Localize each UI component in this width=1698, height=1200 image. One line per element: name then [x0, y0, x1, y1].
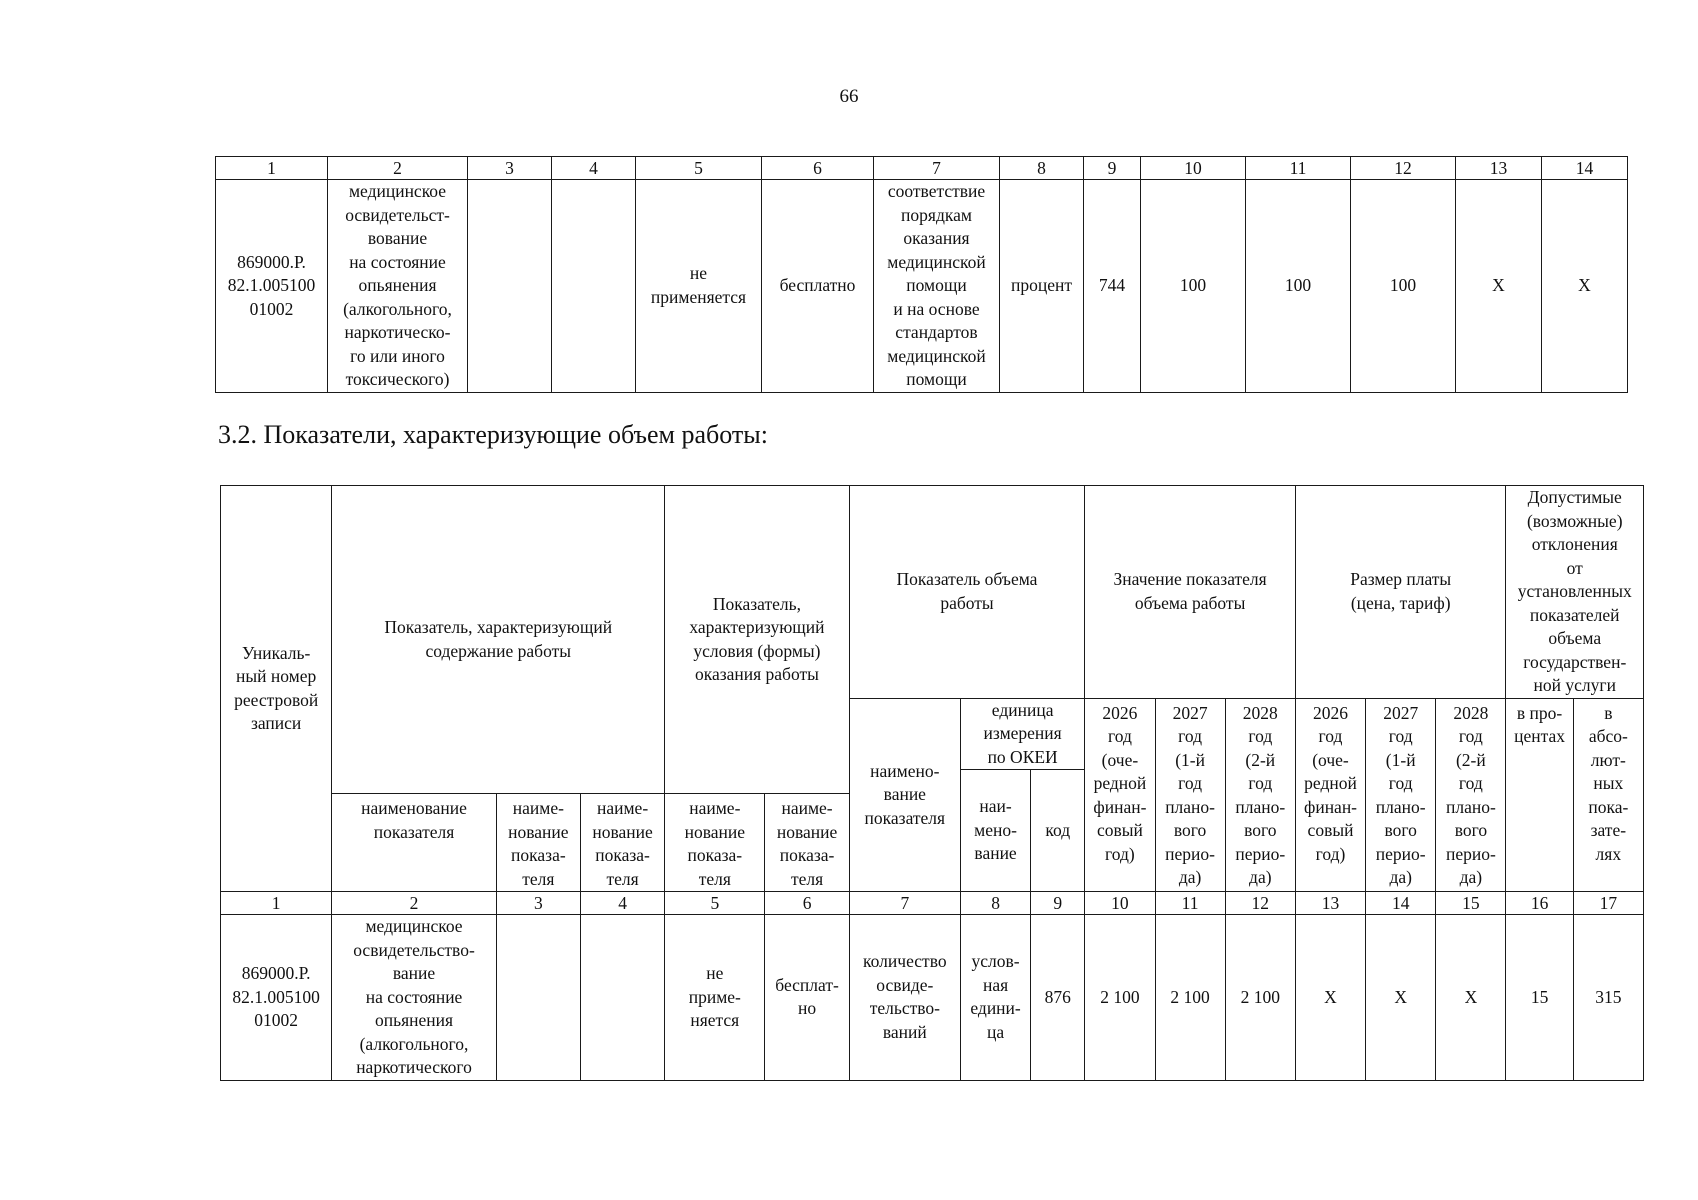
fee-year-2026-header: 2026 год (оче- редной финан- совый год)	[1295, 698, 1365, 892]
value-group-header: Значение показателя объема работы	[1085, 486, 1296, 699]
column-number: 11	[1246, 157, 1351, 180]
column-number: 7	[849, 892, 960, 915]
condition-cell: бесплат- но	[765, 915, 849, 1081]
year-2027-header: 2027 год (1-й год плано- вого перио- да)	[1155, 698, 1225, 892]
column-number: 9	[1031, 892, 1085, 915]
quality-indicators-table	[215, 156, 1628, 393]
in-absolute-header: в абсо- лют- ных пока- зате- лях	[1573, 698, 1643, 892]
deviation-cell: Х	[1456, 180, 1542, 393]
section-heading: 3.2. Показатели, характеризующие объем работы:	[218, 420, 768, 449]
column-number-row	[216, 157, 1628, 180]
content-indicator-cell	[468, 180, 552, 393]
column-number: 5	[665, 892, 765, 915]
column-number-row	[221, 892, 1644, 915]
column-number: 6	[762, 157, 874, 180]
column-number: 10	[1141, 157, 1246, 180]
column-number: 13	[1295, 892, 1365, 915]
column-number: 8	[960, 892, 1030, 915]
unit-group-header: единица измерения по ОКЕИ	[960, 698, 1084, 770]
column-number: 4	[580, 892, 664, 915]
in-percent-header: в про- центах	[1506, 698, 1573, 892]
page-number: 66	[839, 86, 859, 107]
year-2028-header: 2028 год (2-й год плано- вого перио- да)	[1225, 698, 1295, 892]
column-number: 6	[765, 892, 849, 915]
fee-cell: Х	[1436, 915, 1506, 1081]
fee-group-header: Размер платы (цена, тариф)	[1295, 486, 1506, 699]
unit-name-header: наи- мено- вание	[960, 770, 1030, 892]
content-indicator-cell	[552, 180, 636, 393]
quality-indicator-cell: соответствие порядкам оказания медицинской помощи и на основе стандартов медицинской помощи	[874, 180, 1000, 393]
condition-indicator-group-header: Показатель, характеризующий условия (формы) оказания работы	[665, 486, 849, 794]
column-number: 12	[1225, 892, 1295, 915]
registry-number-header: Уникаль- ный номер реестровой записи	[221, 486, 332, 892]
registry-number-cell: 869000.Р. 82.1.005100 01002	[221, 915, 332, 1081]
content-indicator-cell: медицинское освидетельство- вание на состояние опьянения (алкогольного, наркотического	[332, 915, 496, 1081]
content-indicator-cell	[496, 915, 580, 1081]
indicator-name-header: наименование показателя	[332, 794, 496, 892]
volume-indicators-table	[220, 485, 1644, 1081]
table-row	[216, 180, 1628, 393]
column-number: 13	[1456, 157, 1542, 180]
unit-code-cell: 744	[1084, 180, 1141, 393]
value-cell: 2 100	[1155, 915, 1225, 1081]
table-row	[221, 915, 1644, 1081]
content-indicator-group-header: Показатель, характеризующий содержание работы	[332, 486, 665, 794]
deviation-cell: Х	[1542, 180, 1628, 393]
column-number: 2	[332, 892, 496, 915]
unit-code-header: код	[1031, 770, 1085, 892]
deviation-cell: 315	[1573, 915, 1643, 1081]
column-number: 10	[1085, 892, 1155, 915]
fee-cell: Х	[1366, 915, 1436, 1081]
value-cell: 100	[1351, 180, 1456, 393]
condition-cell: бесплатно	[762, 180, 874, 393]
column-number: 2	[328, 157, 468, 180]
column-number: 3	[496, 892, 580, 915]
registry-number-cell: 869000.Р. 82.1.005100 01002	[216, 180, 328, 393]
value-cell: 100	[1246, 180, 1351, 393]
condition-cell: не приме- няется	[665, 915, 765, 1081]
column-number: 16	[1506, 892, 1573, 915]
content-indicator-cell	[580, 915, 664, 1081]
value-cell: 2 100	[1225, 915, 1295, 1081]
deviation-cell: 15	[1506, 915, 1573, 1081]
column-number: 17	[1573, 892, 1643, 915]
column-number: 7	[874, 157, 1000, 180]
column-number: 11	[1155, 892, 1225, 915]
content-indicator-cell: медицинское освидетельст- вование на состояние опьянения (алкогольного, наркотическо- го или иного токсического)	[328, 180, 468, 393]
column-number: 1	[221, 892, 332, 915]
value-cell: 2 100	[1085, 915, 1155, 1081]
column-number: 8	[1000, 157, 1084, 180]
column-number: 1	[216, 157, 328, 180]
deviation-group-header: Допустимые (возможные) отклонения от установленных показателей объема государствен- ной услуги	[1506, 486, 1644, 699]
volume-indicator-group-header: Показатель объема работы	[849, 486, 1085, 699]
fee-year-2027-header: 2027 год (1-й год плано- вого перио- да)	[1366, 698, 1436, 892]
column-number: 4	[552, 157, 636, 180]
value-cell: 100	[1141, 180, 1246, 393]
condition-cell: не применяется	[636, 180, 762, 393]
indicator-name-header: наиме- нование показа- теля	[580, 794, 664, 892]
unit-name-cell: услов- ная едини- ца	[960, 915, 1030, 1081]
column-number: 14	[1542, 157, 1628, 180]
indicator-name-header: наиме- нование показа- теля	[765, 794, 849, 892]
year-2026-header: 2026 год (оче- редной финан- совый год)	[1085, 698, 1155, 892]
fee-cell: Х	[1295, 915, 1365, 1081]
volume-indicator-name-header: наимено- вание показателя	[849, 698, 960, 892]
indicator-name-header: наиме- нование показа- теля	[496, 794, 580, 892]
column-number: 9	[1084, 157, 1141, 180]
volume-indicator-cell: количество освиде- тельство- ваний	[849, 915, 960, 1081]
indicator-name-header: наиме- нование показа- теля	[665, 794, 765, 892]
unit-code-cell: 876	[1031, 915, 1085, 1081]
column-number: 14	[1366, 892, 1436, 915]
column-number: 3	[468, 157, 552, 180]
column-number: 12	[1351, 157, 1456, 180]
column-number: 15	[1436, 892, 1506, 915]
unit-name-cell: процент	[1000, 180, 1084, 393]
fee-year-2028-header: 2028 год (2-й год плано- вого перио- да)	[1436, 698, 1506, 892]
column-number: 5	[636, 157, 762, 180]
